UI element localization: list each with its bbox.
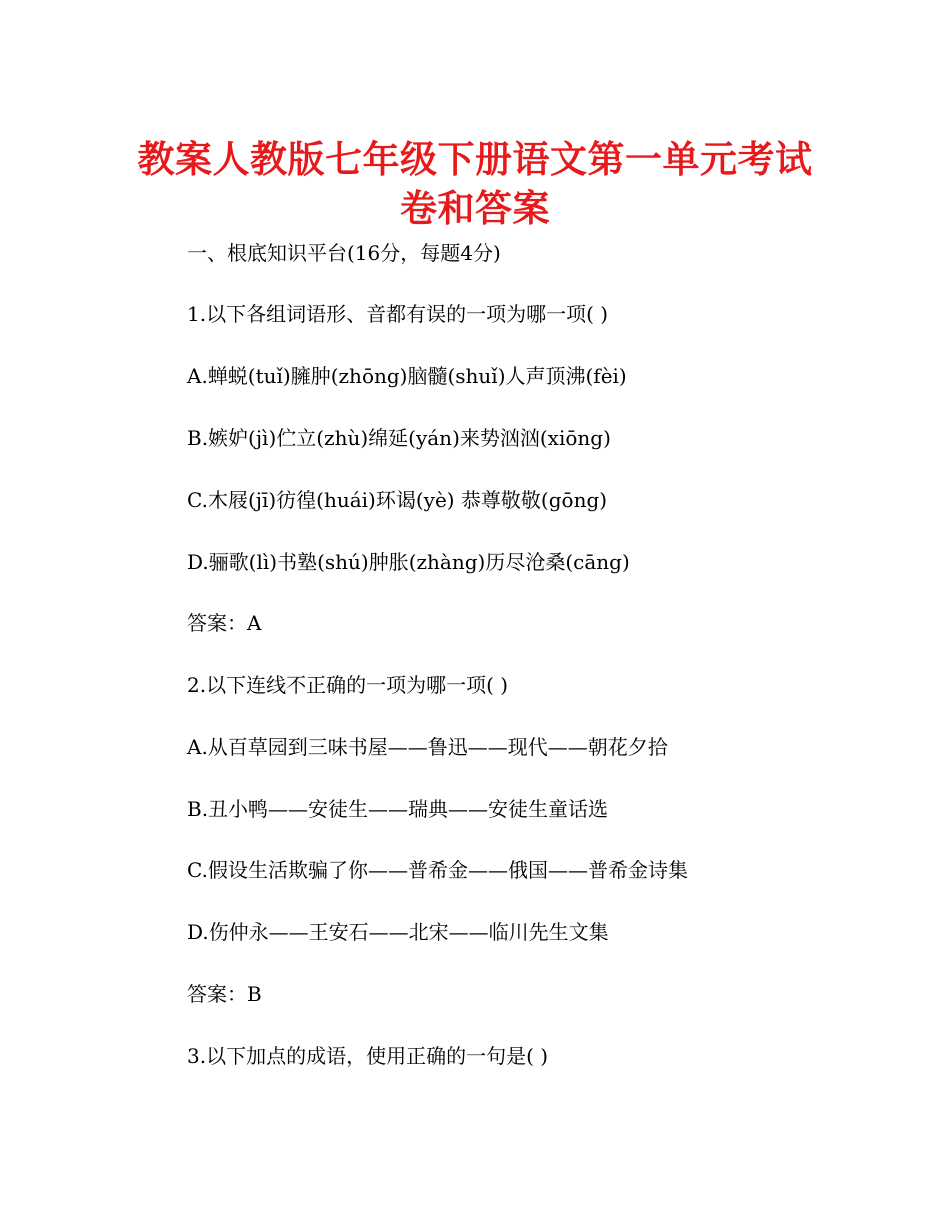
question-1-option-b: B.嫉妒(jì)伫立(zhù)绵延(yán)来势汹汹(xiōng) <box>187 426 611 450</box>
section-heading: 一、根底知识平台(16分，每题4分) <box>187 241 501 265</box>
question-2-option-c: C.假设生活欺骗了你——普希金——俄国——普希金诗集 <box>187 858 688 882</box>
question-1-stem: 1.以下各组词语形、音都有误的一项为哪一项( ) <box>187 302 609 326</box>
document-title-line-1: 教案人教版七年级下册语文第一单元考试 <box>137 138 813 181</box>
question-1-option-c: C.木屐(jī)彷徨(huái)环谒(yè) 恭尊敬敬(gōng) <box>187 488 608 512</box>
question-3-stem: 3.以下加点的成语，使用正确的一句是( ) <box>187 1044 549 1068</box>
question-2-stem: 2.以下连线不正确的一项为哪一项( ) <box>187 673 509 697</box>
question-2-option-a: A.从百草园到三味书屋——鲁迅——现代——朝花夕拾 <box>187 735 668 759</box>
question-2-option-d: D.伤仲永——王安石——北宋——临川先生文集 <box>187 920 609 944</box>
question-1-answer: 答案：A <box>187 611 262 635</box>
document-title-line-2: 卷和答案 <box>400 187 550 230</box>
question-1-option-a: A.蝉蜕(tuǐ)臃肿(zhōng)脑髓(shuǐ)人声顶沸(fèi) <box>187 364 627 388</box>
question-2-option-b: B.丑小鸭——安徒生——瑞典——安徒生童话选 <box>187 797 609 821</box>
question-1-option-d: D.骊歌(lì)书塾(shú)肿胀(zhàng)历尽沧桑(cāng) <box>187 550 630 574</box>
question-2-answer: 答案：B <box>187 982 262 1006</box>
